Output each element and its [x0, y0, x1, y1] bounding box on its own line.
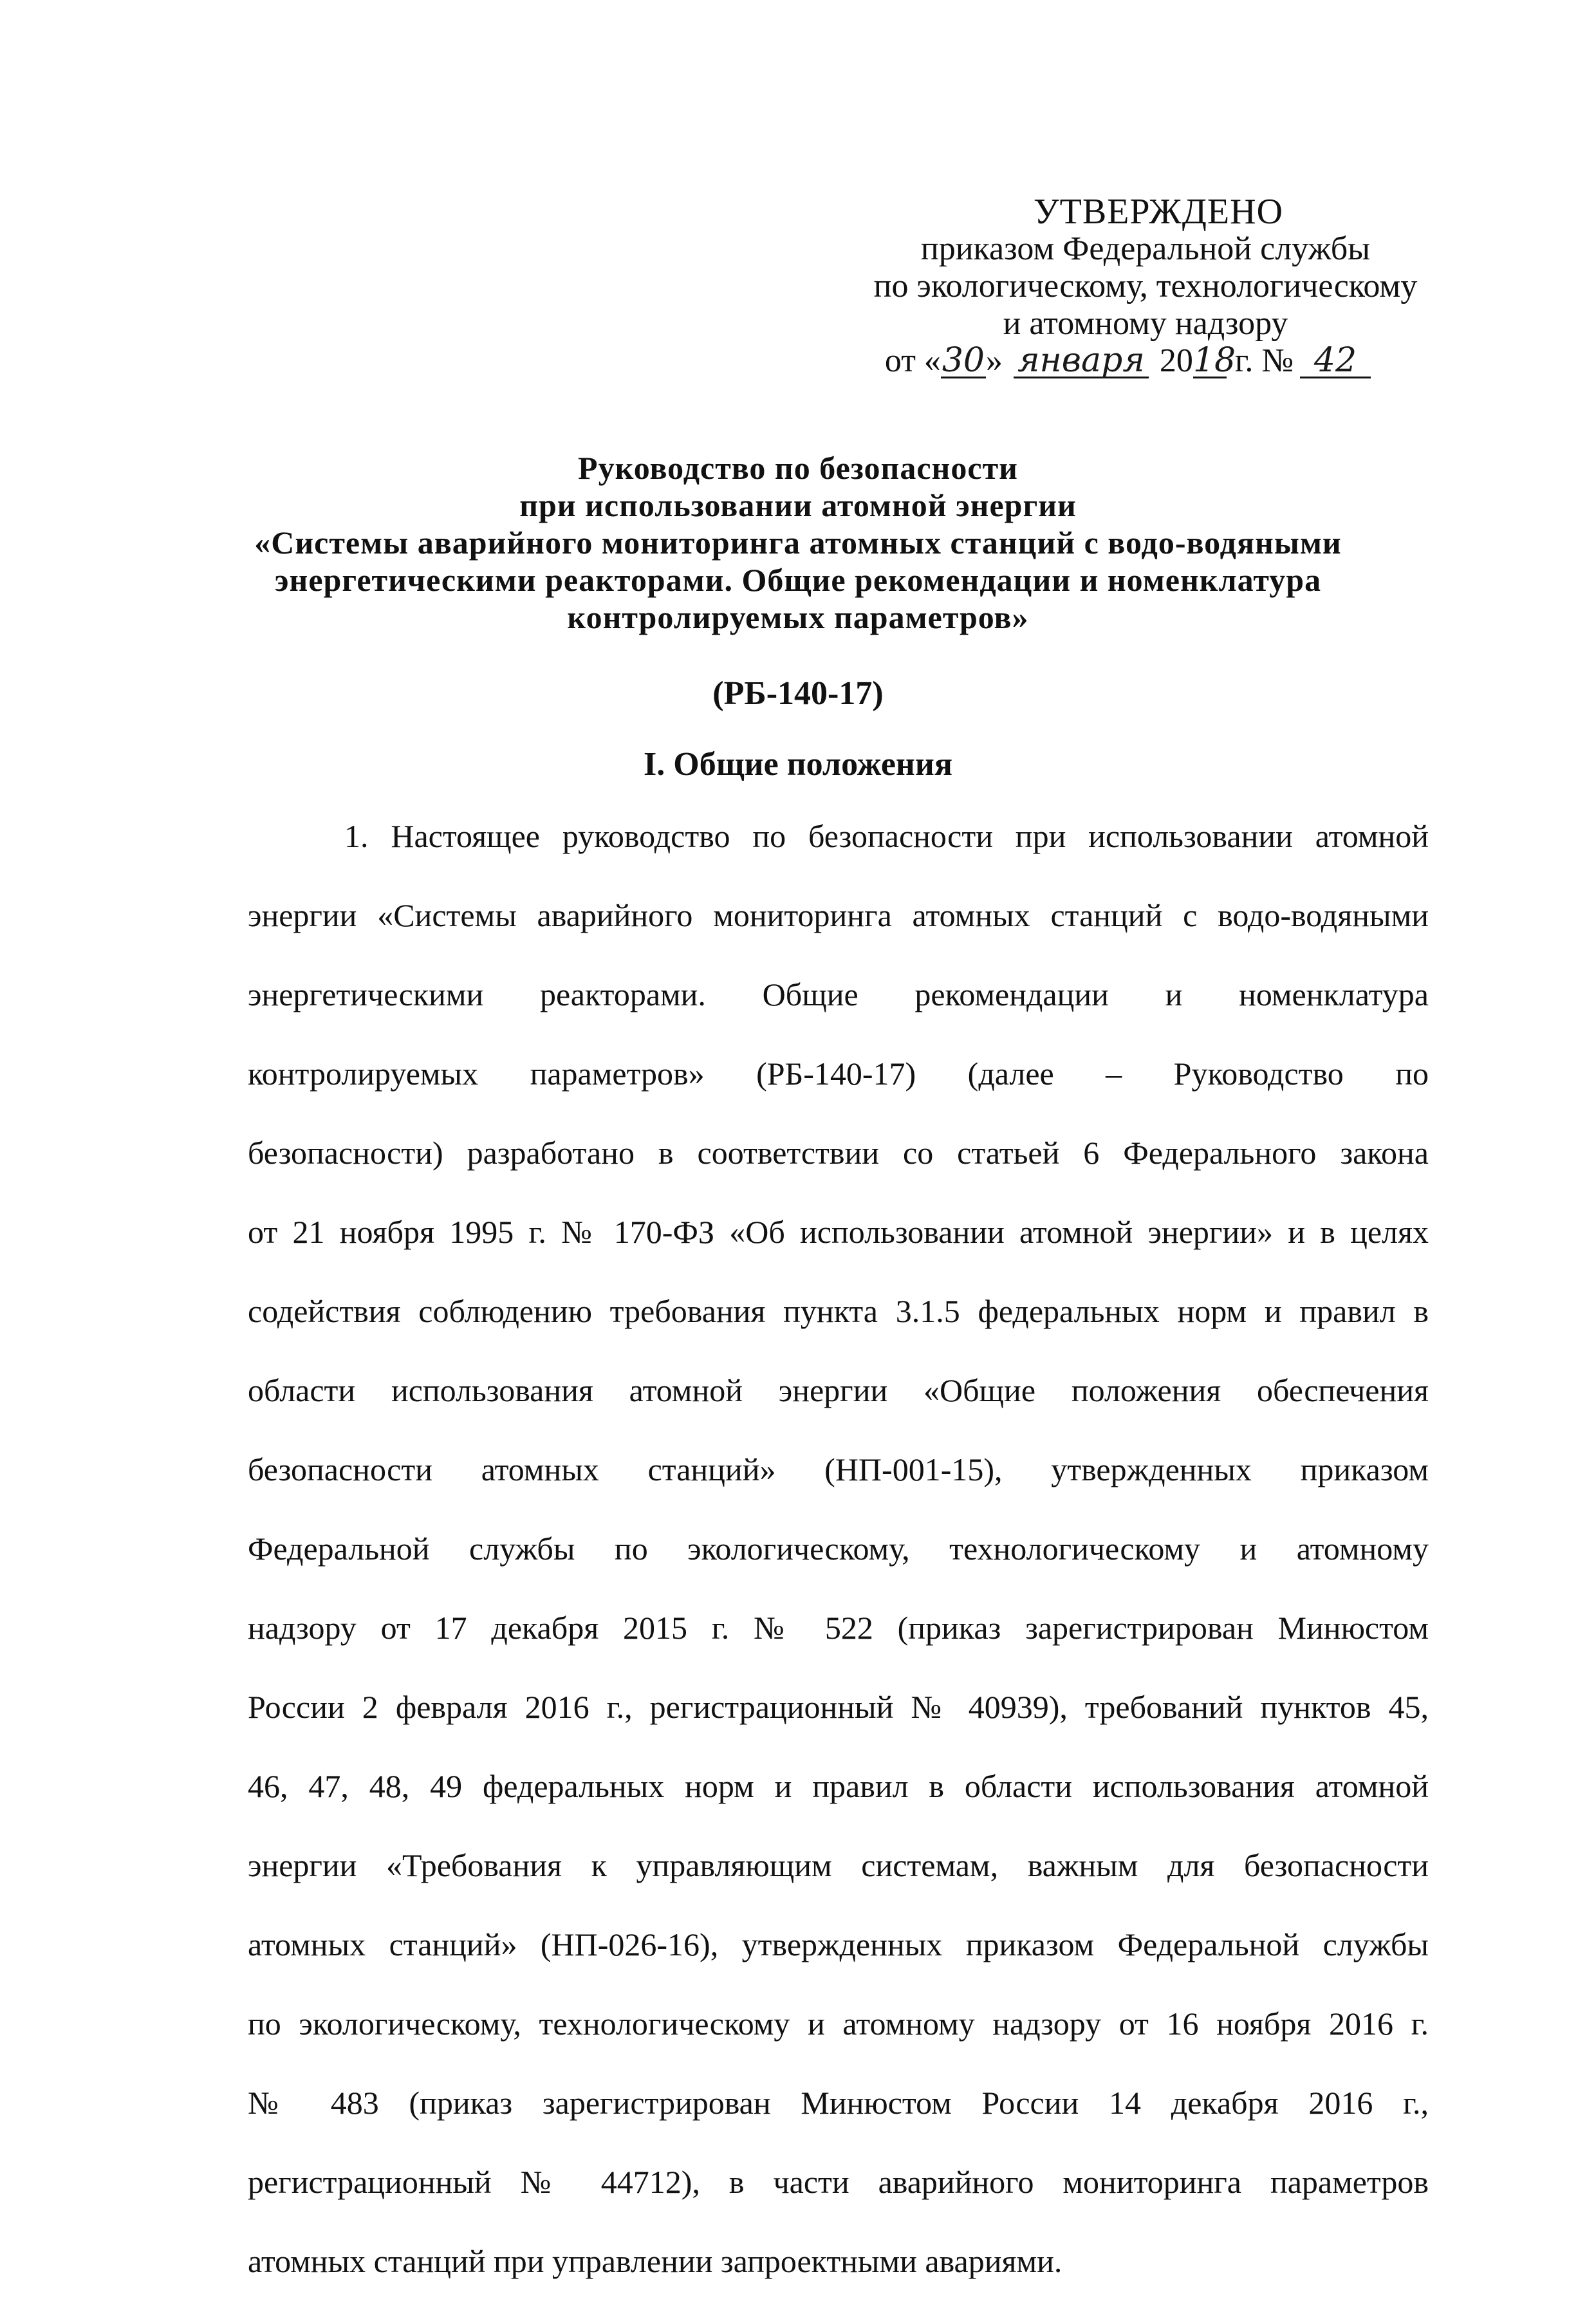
- paragraph-line: безопасности) разработано в соответствии со статьей 6 Федерального закона: [248, 1135, 1429, 1171]
- paragraph-line: содействия соблюдению требования пункта 3.1.5 федеральных норм и правил в: [248, 1293, 1429, 1329]
- paragraph-line: надзору от 17 декабря 2015 г. № 522 (приказ зарегистрирован Минюстом: [248, 1610, 1429, 1646]
- paragraph-line: энергии «Системы аварийного мониторинга атомных станций с водо-водяными: [248, 897, 1429, 933]
- year-prefix: 20: [1159, 342, 1193, 379]
- handwritten-year: 18: [1192, 341, 1236, 380]
- paragraph-line: Федеральной службы по экологическому, технологическому и атомному: [248, 1531, 1429, 1567]
- handwritten-month: января: [1014, 344, 1149, 378]
- paragraph-line: по экологическому, технологическому и атомному надзору от 16 ноября 2016 г.: [248, 2006, 1429, 2042]
- paragraph-line: атомных станций при управлении запроектными авариями.: [248, 2243, 1062, 2279]
- document-code: (РБ-140-17): [712, 675, 884, 712]
- title-line-1: Руководство по безопасности: [578, 450, 1018, 486]
- date-prefix: от «: [884, 342, 941, 379]
- paragraph-line: № 483 (приказ зарегистрирован Минюстом России 14 декабря 2016 г.,: [248, 2085, 1429, 2121]
- title-line-5: контролируемых параметров»: [567, 599, 1029, 635]
- section-heading: I. Общие положения: [644, 746, 952, 783]
- approval-line-1: приказом Федеральной службы: [920, 230, 1371, 267]
- title-line-3: «Системы аварийного мониторинга атомных станций с водо-водяными: [254, 525, 1342, 561]
- handwritten-day: 30: [942, 341, 985, 380]
- date-mid: »: [985, 342, 1003, 379]
- approval-block: [837, 193, 1454, 380]
- title-line-2: при использовании атомной энергии: [519, 487, 1077, 523]
- paragraph-line: регистрационный № 44712), в части аварийного мониторинга параметров: [248, 2164, 1429, 2200]
- paragraph-line: России 2 февраля 2016 г., регистрационный № 40939), требований пунктов 45,: [248, 1689, 1429, 1725]
- paragraph-line: безопасности атомных станций» (НП-001-15), утвержденных приказом: [248, 1451, 1429, 1487]
- paragraph-line: от 21 ноября 1995 г. № 170-ФЗ «Об использовании атомной энергии» и в целях: [248, 1214, 1429, 1250]
- paragraph-line: контролируемых параметров» (РБ-140-17) (далее – Руководство по: [248, 1056, 1429, 1092]
- approval-line-2: по экологическому, технологическому: [873, 268, 1418, 304]
- approval-date-line: [837, 342, 1454, 380]
- paragraph-line: энергетическими реакторами. Общие рекомендации и номенклатура: [248, 976, 1429, 1012]
- approved-heading: УТВЕРЖДЕНО: [1033, 192, 1284, 232]
- paragraph-line: энергии «Требования к управляющим системам, важным для безопасности: [248, 1847, 1429, 1883]
- title-line-4: энергетическими реакторами. Общие рекомендации и номенклатура: [274, 562, 1322, 598]
- paragraph-1: [248, 797, 1429, 2301]
- approval-line-3: и атомному надзору: [1003, 305, 1288, 342]
- paragraph-line: 1. Настоящее руководство по безопасности при использовании атомной: [344, 818, 1429, 854]
- document-title: [219, 449, 1377, 636]
- handwritten-order-number: 42: [1300, 344, 1371, 378]
- year-suffix: г. №: [1226, 342, 1294, 379]
- paragraph-line: атомных станций» (НП-026-16), утвержденных приказом Федеральной службы: [248, 1926, 1429, 1962]
- paragraph-line: области использования атомной энергии «Общие положения обеспечения: [248, 1372, 1429, 1408]
- paragraph-line: 46, 47, 48, 49 федеральных норм и правил в области использования атомной: [248, 1768, 1429, 1804]
